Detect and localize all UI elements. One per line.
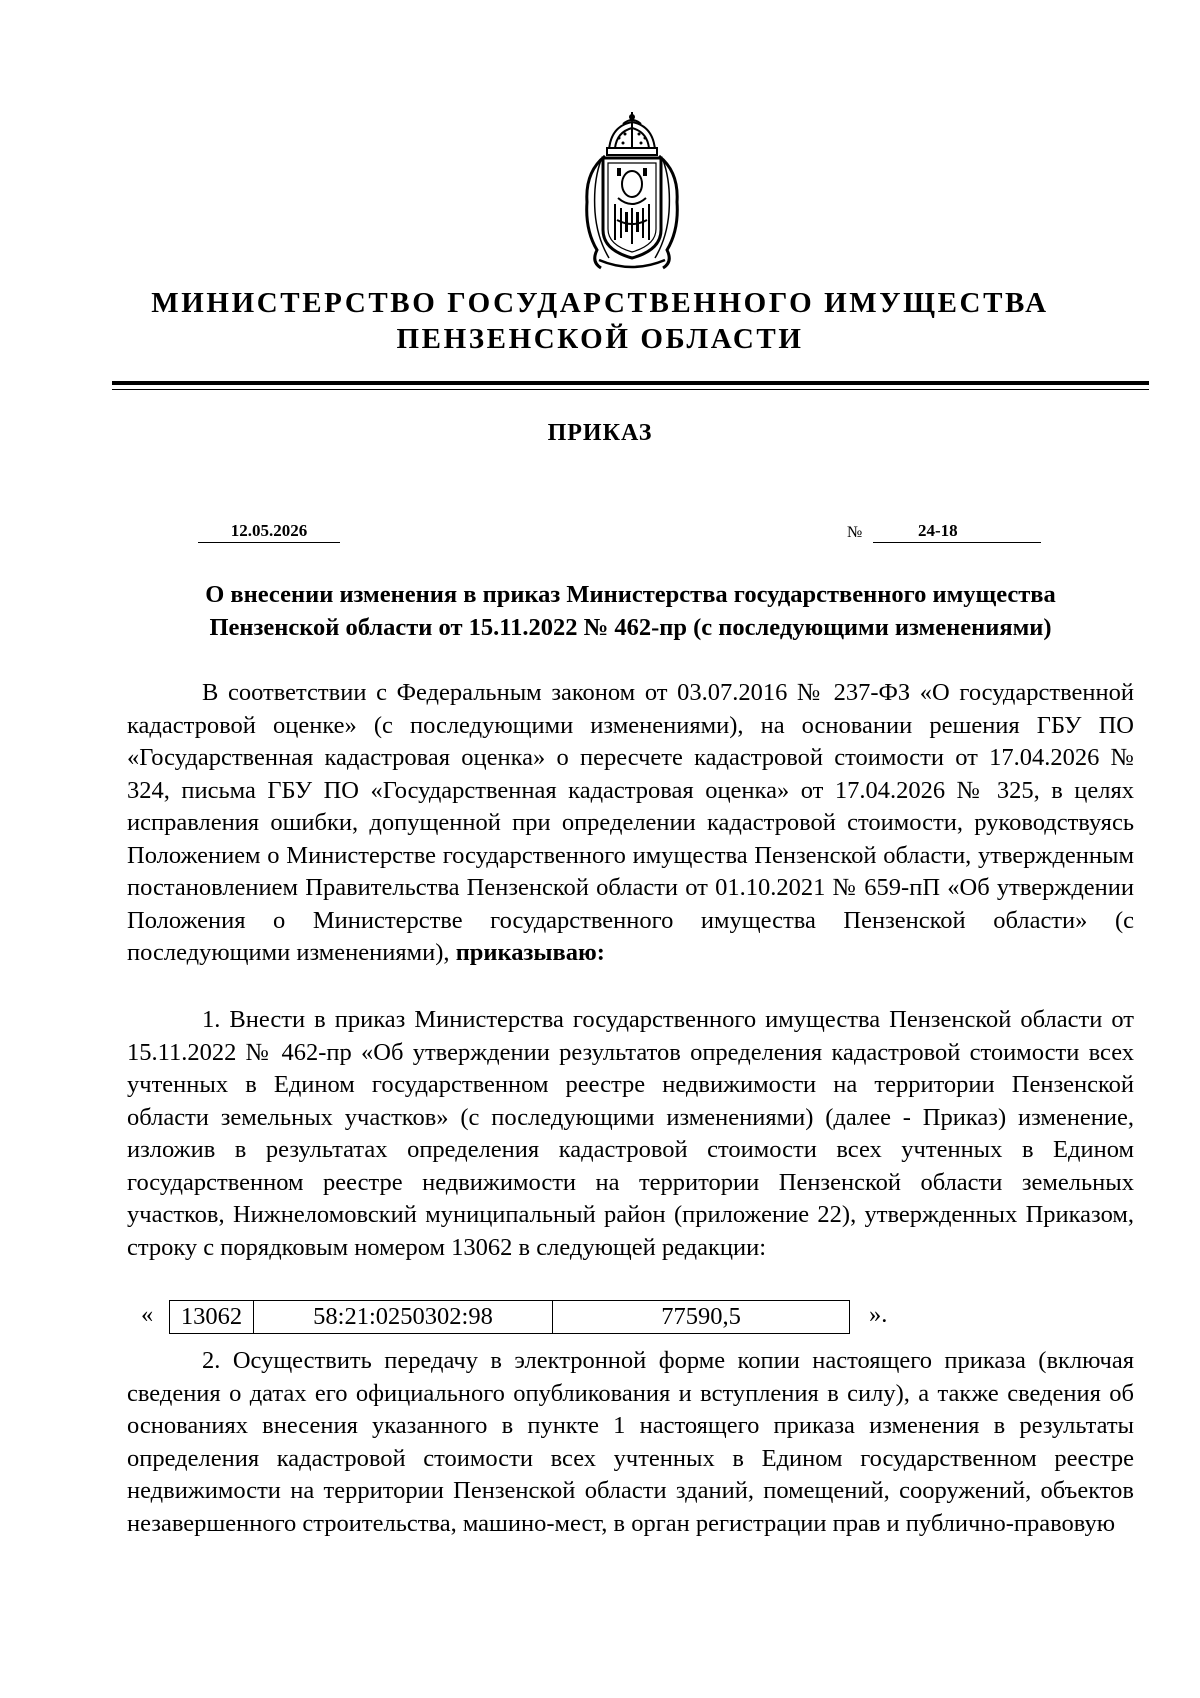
preamble-directive: приказываю: [455,939,605,966]
item-2-text: 2. Осуществить передачу в электронной форме копии настоящего приказа (включая сведения о датах его официального опубликования и вступления в силу), а также сведения об основаниях внесения указанного в пункте 1 настоящего приказа изменения в результаты определения кадастровой стоимости всех учтенных в Едином государственном реестре недвижимости на территории Пензенской области зданий, помещений, сооружений, объектов незавершенного строительства, машино-мест, в орган регистрации прав и публично-правовую [127,1347,1134,1537]
order-date: 12.05.2026 [198,520,340,543]
cadastral-value-cell: 77590,5 [553,1301,850,1334]
order-subject [112,578,1149,644]
cadastral-row-table [169,1300,850,1334]
ministry-name-line-2: ПЕНЗЕНСКОЙ ОБЛАСТИ [396,323,804,355]
order-subject-line-1: О внесении изменения в приказ Министерства государственного имущества [205,581,1056,608]
preamble-paragraph [127,677,1134,970]
ministry-name-line-1: МИНИСТЕРСТВО ГОСУДАРСТВЕННОГО ИМУЩЕСТВА [151,287,1049,319]
amended-row [127,1300,1134,1336]
coat-of-arms-emblem [571,112,693,272]
item-1-text: 1. Внести в приказ Министерства государственного имущества Пензенской области от 15.11.2022 № 462-пр «Об утверждении результатов определения кадастровой стоимости всех учтенных в Едином государственном реестре недвижимости на территории Пензенской области земельных участков» (с последующими изменениями) (далее - Приказ) изменение, изложив в результатах определения кадастровой стоимости всех учтенных в Едином государственном реестре недвижимости на территории Пензенской области земельных участков, Нижнеломовский муниципальный район (приложение 22), утвержденных Приказом, строку с порядковым номером 13062 в следующей редакции: [127,1006,1134,1261]
item-2-paragraph [127,1345,1134,1540]
document-type-title: ПРИКАЗ [547,420,653,446]
row-quote-close: ». [869,1301,888,1328]
header-divider-thin [112,389,1149,390]
order-subject-line-2: Пензенской области от 15.11.2022 № 462-пр (с последующими изменениями) [209,614,1052,641]
item-1-paragraph [127,1004,1134,1264]
cadastral-number-cell: 58:21:0250302:98 [254,1301,553,1334]
order-number: 24-18 [918,521,958,540]
preamble-text: В соответствии с Федеральным законом от 03.07.2016 № 237-ФЗ «О государственной кадастровой оценке» (с последующими изменениями), на основании решения ГБУ ПО «Государственная кадастровая оценка» о пересчете кадастровой стоимости от 17.04.2026 № 324, письма ГБУ ПО «Государственная кадастровая оценка» от 17.04.2026 № 325, в целях исправления ошибки, допущенной при определении кадастровой стоимости, руководствуясь Положением о Министерстве государственного имущества Пензенской области, утвержденным постановлением Правительства Пензенской области от 01.10.2021 № 659-пП «Об утверждении Положения о Министерстве государственного имущества Пензенской области» (с последующими изменениями), [127,679,1134,966]
row-number-cell: 13062 [170,1301,254,1334]
order-number-field [873,520,1041,543]
row-quote-open: « [141,1301,154,1328]
table-row [170,1301,850,1334]
header-divider-thick [112,381,1149,385]
order-number-sign: № [847,524,863,541]
